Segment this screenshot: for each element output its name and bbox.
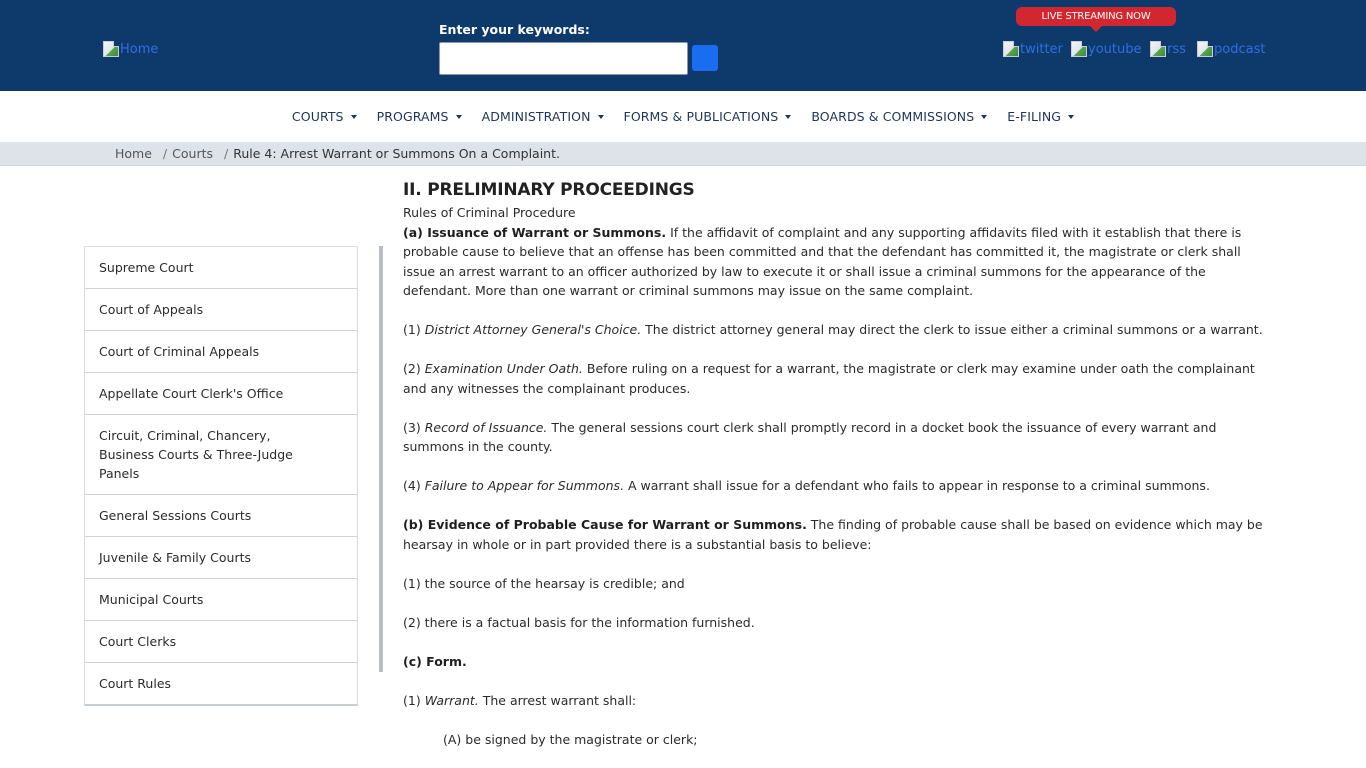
home-logo-link[interactable] [103,41,158,57]
twitter-icon [1003,41,1019,57]
nav-item-courts[interactable] [282,109,367,124]
youtube-alt: youtube [1088,41,1142,57]
sidebar-item-appellate-court-clerks-office[interactable]: Appellate Court Clerk's Office [85,373,357,415]
caret-down-icon [1068,115,1074,119]
page-title: II. PRELIMINARY PROCEEDINGS [403,180,695,200]
section-c-subitem-a: (A) be signed by the magistrate or clerk; [443,731,698,747]
nav-label: ADMINISTRATION [481,109,591,124]
sidebar-item-supreme-court[interactable]: Supreme Court [85,247,357,289]
page-subtitle: Rules of Criminal Procedure [403,205,576,220]
item-number: (1) [403,322,425,337]
item-text: A warrant shall issue for a defendant who fails to appear in response to a criminal summons. [624,478,1210,493]
youtube-link[interactable] [1071,41,1141,57]
section-a-item-1 [403,320,1273,340]
home-logo-alt: Home [120,41,159,57]
sidebar-item-court-of-appeals[interactable]: Court of Appeals [85,289,357,331]
caret-down-icon [785,115,791,119]
rss-icon [1150,41,1166,57]
section-b-text: The finding of probable cause shall be based on evidence which may be hearsay in whole or in part provided there is a substantial basis to believe: [403,517,1263,552]
breadcrumb-home[interactable]: Home [115,146,152,161]
sidebar-item-court-rules[interactable]: Court Rules [99,676,172,691]
section-c [403,652,1273,672]
item-number: (1) [403,692,425,708]
nav-label: E-FILING [1007,109,1062,124]
nav-item-boards-commissions[interactable] [801,109,997,124]
twitter-alt: twitter [1020,41,1063,57]
nav-item-administration[interactable] [472,109,614,124]
youtube-icon [1071,41,1087,57]
item-title: Warrant. [424,692,479,708]
item-number: (4) [403,478,425,493]
section-a-item-3 [403,418,1273,457]
section-a [403,223,1273,301]
search-input[interactable] [439,42,688,75]
podcast-link[interactable] [1197,41,1265,57]
item-title: District Attorney General's Choice. [424,322,642,337]
twitter-link[interactable] [1003,41,1063,57]
breadcrumb-separator: / [224,146,229,161]
section-a-heading: (a) Issuance of Warrant or Summons. [403,224,667,240]
item-number: (3) [403,419,425,435]
caret-down-icon [351,115,357,119]
item-text: The general sessions court clerk shall promptly record in a docket book the issuance of every warrant and summons in the county. [403,419,1217,454]
search-label: Enter your keywords: [439,22,590,37]
sidebar-item-circuit-criminal-chancery[interactable]: Circuit, Criminal, Chancery, Business Courts & Three-Judge Panels [85,415,357,495]
breadcrumb-current: Rule 4: Arrest Warrant or Summons On a Complaint. [233,146,560,161]
rule-content [403,178,1273,749]
breadcrumb-separator: / [162,146,168,161]
section-a-item-4 [403,476,1273,496]
sidebar-item-municipal-courts[interactable]: Municipal Courts [85,579,357,621]
courts-sidebar [84,246,358,706]
section-b [403,515,1273,554]
nav-item-forms-publications[interactable] [614,109,802,124]
item-number: (2) [403,361,425,376]
nav-label: FORMS & PUBLICATIONS [623,109,779,124]
live-streaming-badge[interactable]: LIVE STREAMING NOW [1016,7,1176,26]
nav-item-programs[interactable] [367,109,472,124]
search-button[interactable] [692,45,718,71]
item-text: The district attorney general may direct the clerk to issue either a criminal summons or a warrant. [641,322,1263,337]
item-title: Record of Issuance. [424,419,548,435]
item-text: Before ruling on a request for a warrant, the magistrate or clerk may examine under oath the complainant and any witnesses the complainant produces. [403,361,1255,396]
rss-alt: rss [1167,41,1186,57]
podcast-icon [1197,41,1213,57]
content-divider [379,246,383,672]
broken-image-icon [103,41,119,57]
breadcrumb [115,146,560,161]
item-title: Failure to Appear for Summons. [424,478,625,493]
sidebar-item-general-sessions-courts[interactable]: General Sessions Courts [85,495,357,537]
caret-down-icon [981,115,987,119]
section-c-heading: (c) Form. [403,653,467,669]
breadcrumb-bar [0,142,1366,166]
main-nav [0,91,1366,142]
sidebar-item-court-of-criminal-appeals[interactable]: Court of Criminal Appeals [85,331,357,373]
rss-link[interactable] [1150,41,1186,57]
caret-down-icon [456,115,462,119]
item-text: The arrest warrant shall: [478,692,637,708]
section-a-text: If the affidavit of complaint and any supporting affidavits filed with it establish that there is probable cause to believe that an offense has been committed and that the defendant has committed it, the magistrate or clerk shall issue an arrest warrant to an officer authorized by law to execute it or shall issue a criminal summons for the appearance of the defendant. More than one warrant or criminal summons may issue on the same complaint. [403,224,1242,298]
breadcrumb-courts[interactable]: Courts [172,146,213,161]
nav-label: PROGRAMS [376,109,449,124]
nav-label: COURTS [291,109,344,124]
item-title: Examination Under Oath. [424,361,583,376]
site-header [0,0,1366,91]
nav-item-e-filing[interactable] [997,109,1084,124]
caret-down-icon [598,115,604,119]
nav-list [282,109,1084,124]
section-c-item-1 [403,691,1273,711]
nav-label: BOARDS & COMMISSIONS [811,109,975,124]
sidebar-item-juvenile-family-courts[interactable]: Juvenile & Family Courts [85,537,357,579]
section-a-item-2 [403,359,1273,398]
section-b-heading: (b) Evidence of Probable Cause for Warrant or Summons. [403,517,807,532]
sidebar-item-court-clerks[interactable]: Court Clerks [85,621,357,663]
section-b-item-2: (2) there is a factual basis for the information furnished. [403,614,755,630]
section-b-item-1: (1) the source of the hearsay is credible; and [403,575,685,591]
podcast-alt: podcast [1214,41,1266,57]
